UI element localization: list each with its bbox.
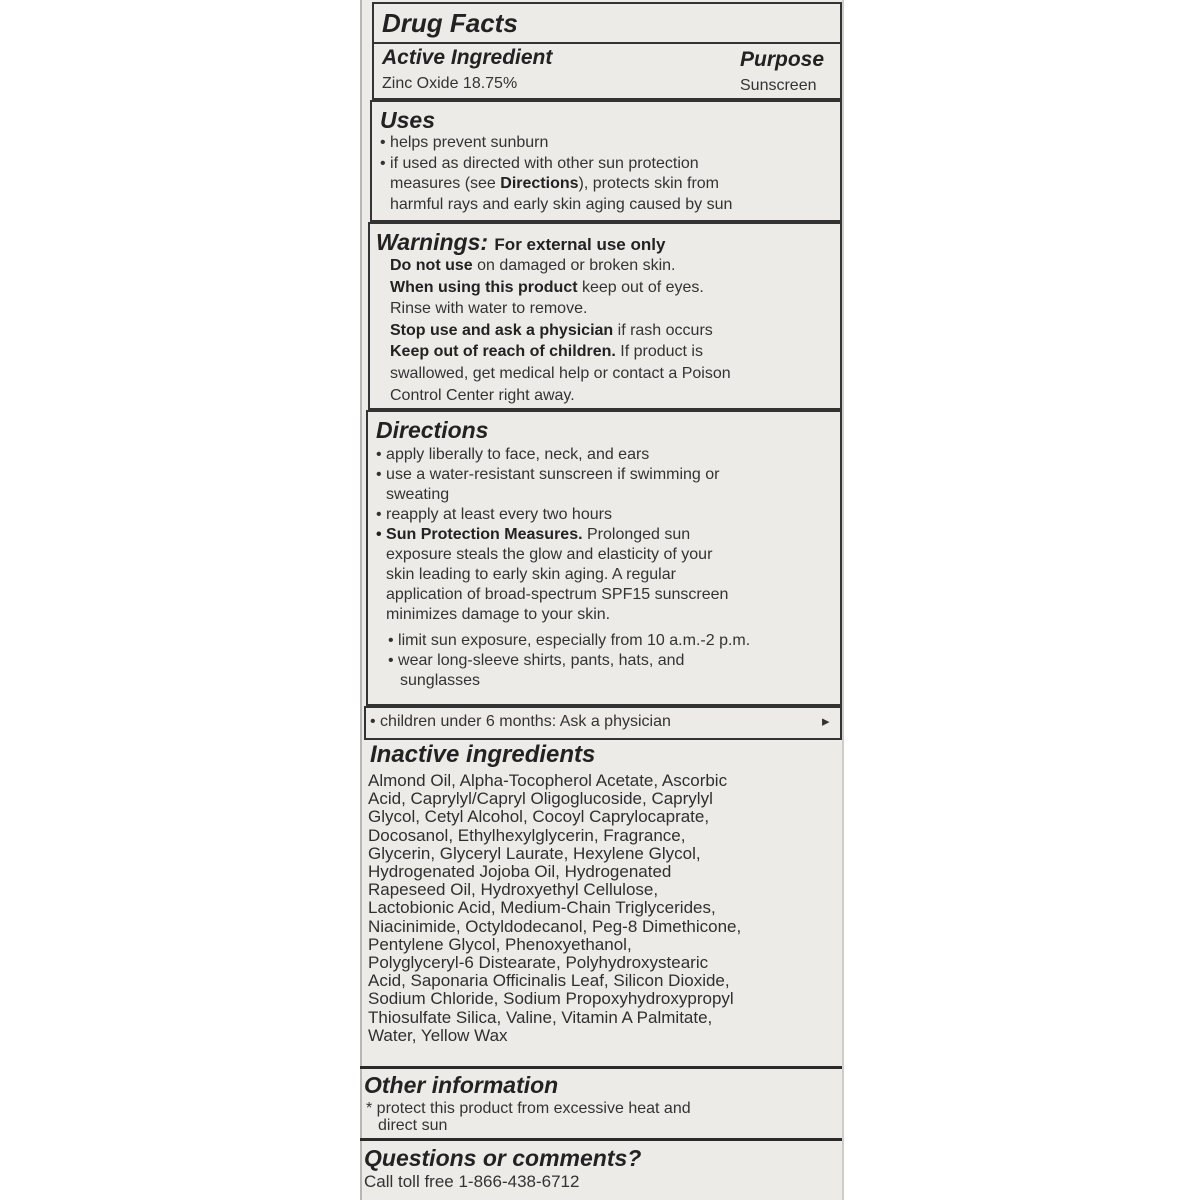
inactive-line: Thiosulfate Silica, Valine, Vitamin A Palmitate, <box>368 1007 713 1027</box>
direction-line: sweating <box>386 486 450 503</box>
inactive-line: Acid, Saponaria Officinalis Leaf, Silicon Dioxide, <box>368 971 730 991</box>
inactive-line: Sodium Chloride, Sodium Propoxyhydroxypropyl <box>368 989 734 1009</box>
inactive-line: Niacinimide, Octyldodecanol, Peg-8 Dimethicone, <box>368 916 742 936</box>
uses-line: measures (see Directions), protects skin from <box>390 175 719 193</box>
directions-text <box>376 445 750 691</box>
direction-line: application of broad-spectrum SPF15 sunscreen <box>386 586 729 603</box>
other-info-text <box>366 1100 691 1134</box>
warning-line: swallowed, get medical help or contact a Poison <box>390 364 731 382</box>
warning-line: Control Center right away. <box>390 386 575 404</box>
questions-phone: Call toll free 1-866-438-6712 <box>364 1172 580 1191</box>
warning-line: Rinse with water to remove. <box>390 300 588 318</box>
direction-line: • apply liberally to face, neck, and ears <box>376 446 650 463</box>
uses-heading: Uses <box>380 107 435 133</box>
direction-line: • Sun Protection Measures. Prolonged sun <box>376 526 691 543</box>
title-divider <box>374 42 840 44</box>
inactive-line: Acid, Caprylyl/Capryl Oligoglucoside, Caprylyl <box>368 789 713 809</box>
direction-line: • wear long-sleeve shirts, pants, hats, and <box>388 652 685 669</box>
purpose-heading: Purpose <box>740 48 825 71</box>
other-info-heading: Other information <box>364 1072 559 1098</box>
uses-line: • if used as directed with other sun protection <box>380 154 699 172</box>
inactive-line: Almond Oil, Alpha-Tocopherol Acetate, Ascorbic <box>368 771 728 790</box>
inactive-line: Docosanol, Ethylhexylglycerin, Fragrance, <box>368 825 686 845</box>
other-info-divider <box>360 1066 844 1069</box>
inactive-line: Pentylene Glycol, Phenoxyethanol, <box>368 934 632 954</box>
uses-line: • helps prevent sunburn <box>380 134 549 151</box>
warning-line: Stop use and ask a physician if rash occurs <box>390 321 713 339</box>
inactive-list <box>368 772 741 1045</box>
children-note: • children under 6 months: Ask a physician <box>370 713 671 730</box>
direction-line: • limit sun exposure, especially from 10 a.m.-2 p.m. <box>388 632 751 649</box>
direction-line: • use a water-resistant sunscreen if swimming or <box>376 466 720 483</box>
direction-line: exposure steals the glow and elasticity of your <box>386 546 713 563</box>
drug-facts-title: Drug Facts <box>382 8 518 38</box>
purpose-value: Sunscreen <box>740 77 817 94</box>
warning-line: When using this product keep out of eyes. <box>390 278 704 296</box>
warnings-heading: Warnings: For external use only <box>376 229 666 255</box>
inactive-heading: Inactive ingredients <box>370 741 596 768</box>
questions-divider <box>360 1138 844 1141</box>
inactive-line: Glycol, Cetyl Alcohol, Cocoyl Caprylocaprate, <box>368 807 710 827</box>
drug-facts-label <box>360 0 844 1200</box>
warning-line: Keep out of reach of children. If product is <box>390 343 703 361</box>
inactive-line: Water, Yellow Wax <box>368 1025 508 1045</box>
direction-line: • reapply at least every two hours <box>376 506 612 523</box>
direction-line: minimizes damage to your skin. <box>386 606 611 623</box>
inactive-line: Glycerin, Glyceryl Laurate, Hexylene Glycol, <box>368 843 701 863</box>
questions-heading: Questions or comments? <box>364 1145 642 1171</box>
direction-line: sunglasses <box>400 672 481 689</box>
directions-heading: Directions <box>376 417 489 443</box>
active-ingredient-heading: Active Ingredient <box>382 46 553 69</box>
direction-line: skin leading to early skin aging. A regular <box>386 566 676 583</box>
other-info-line: * protect this product from excessive heat and <box>366 1100 691 1117</box>
active-ingredient-value: Zinc Oxide 18.75% <box>382 75 518 92</box>
inactive-line: Rapeseed Oil, Hydroxyethyl Cellulose, <box>368 880 659 900</box>
warnings-text <box>390 255 731 406</box>
warnings-subheading: For external use only <box>494 235 666 254</box>
inactive-line: Lactobionic Acid, Medium-Chain Triglycerides, <box>368 898 716 918</box>
inactive-line: Hydrogenated Jojoba Oil, Hydrogenated <box>368 862 672 882</box>
arrow-right-icon: ▸ <box>822 713 830 730</box>
warning-line: Do not use on damaged or broken skin. <box>390 257 676 274</box>
inactive-line: Polyglyceryl-6 Distearate, Polyhydroxystearic <box>368 953 709 973</box>
uses-text <box>380 133 732 215</box>
uses-line: harmful rays and early skin aging caused by sun <box>390 195 733 213</box>
other-info-line: direct sun <box>378 1117 448 1134</box>
